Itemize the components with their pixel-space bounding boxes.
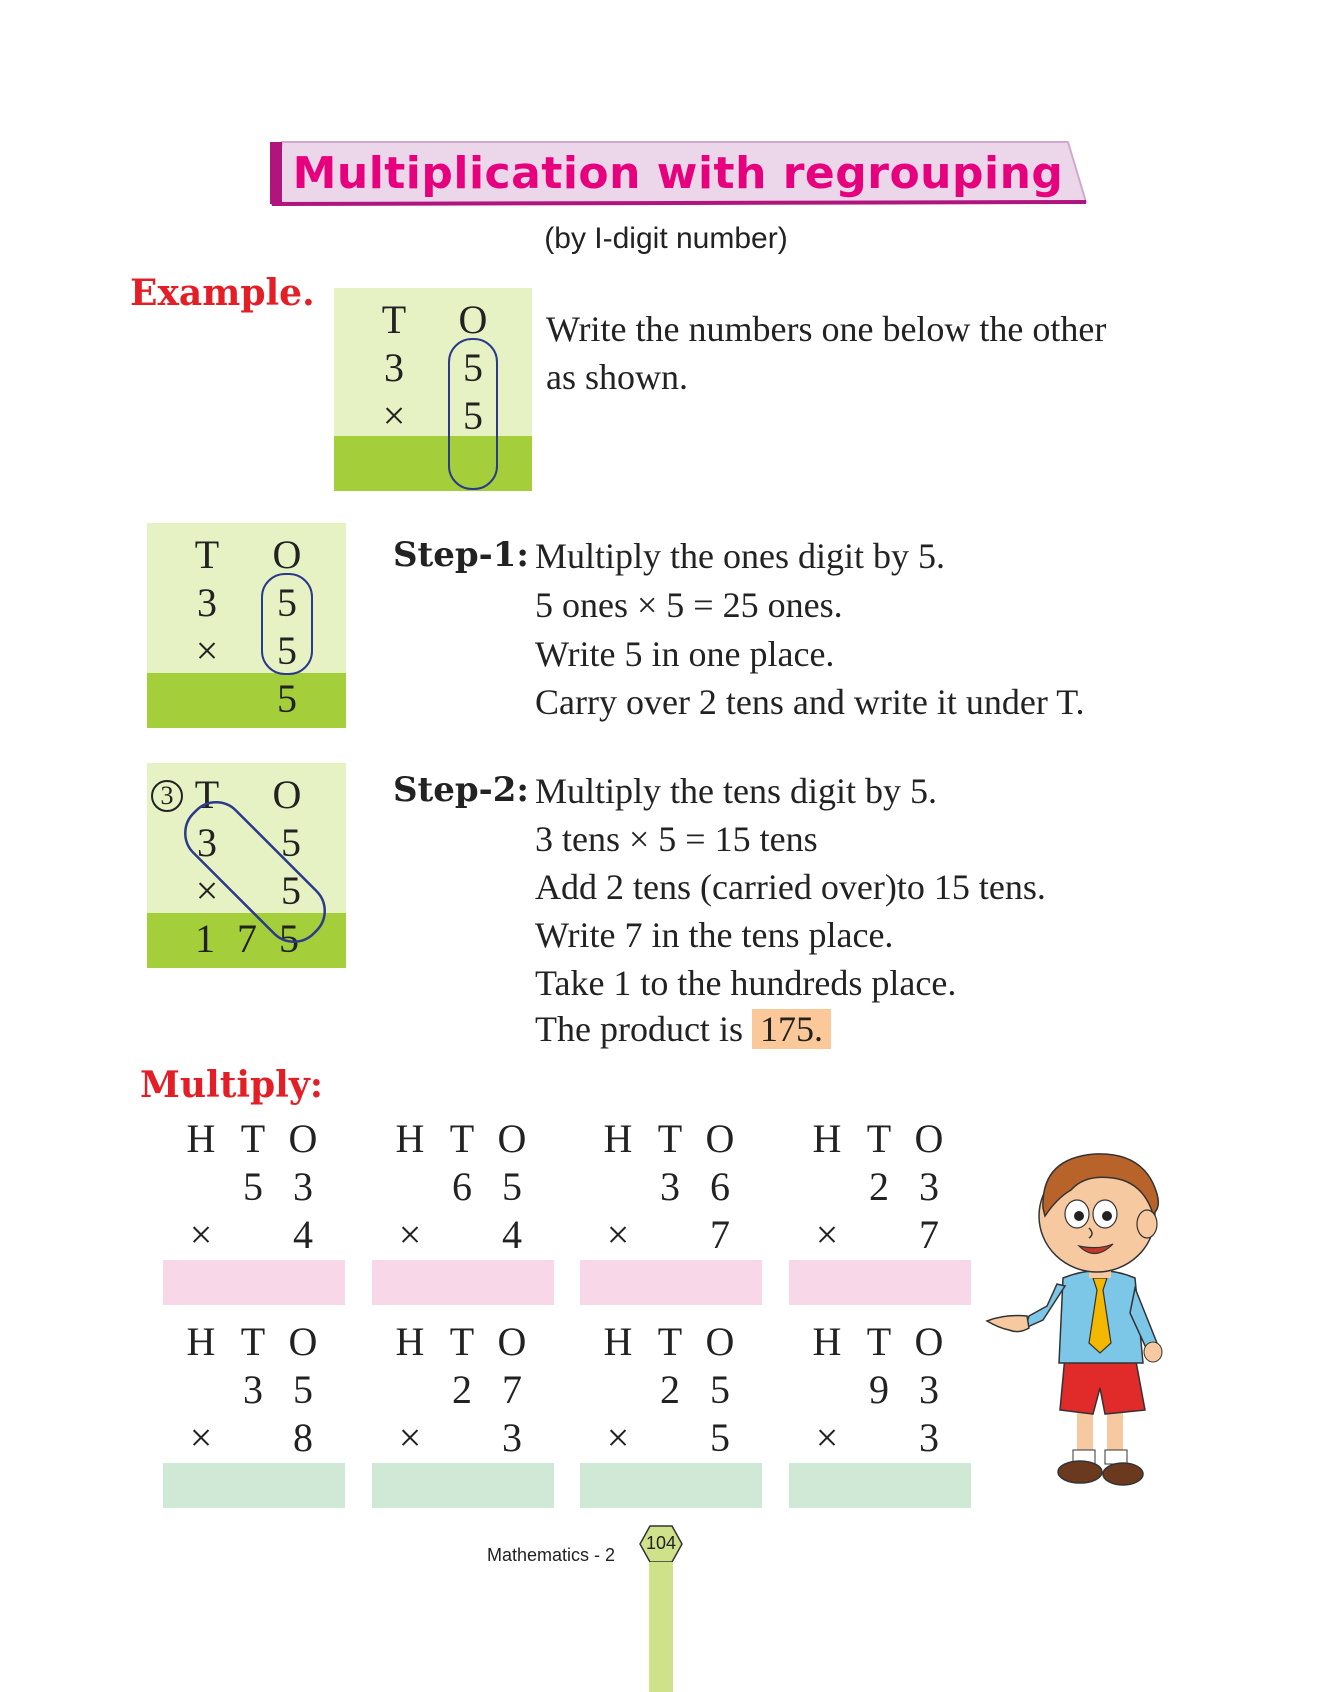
- ones-header: O: [272, 772, 302, 817]
- tens-digit: 2: [660, 1367, 680, 1412]
- answer-row: [334, 436, 532, 491]
- step2-line-4: Write 7 in the tens place.: [535, 915, 894, 955]
- exercise-7: [580, 1318, 762, 1508]
- page-title: Multiplication with regrouping: [292, 148, 1064, 199]
- multiply-sign: ×: [606, 1415, 630, 1460]
- product-prefix: The product is: [535, 1009, 743, 1049]
- multiplier-digit: 4: [502, 1212, 522, 1257]
- exercise-5: [163, 1318, 345, 1508]
- ones-digit: 3: [919, 1164, 939, 1209]
- hundreds-header: H: [603, 1319, 633, 1364]
- answer-field[interactable]: [163, 1463, 345, 1508]
- step2-product-line: [535, 1008, 831, 1050]
- boy-illustration: [985, 1138, 1200, 1503]
- ones-header: O: [272, 532, 302, 577]
- tens-header: T: [866, 1319, 892, 1364]
- page-number-badge: [638, 1524, 684, 1564]
- multiply-sign: ×: [382, 393, 406, 438]
- tens-header: T: [449, 1319, 475, 1364]
- tens-header: T: [657, 1116, 683, 1161]
- ones-header: O: [497, 1116, 527, 1161]
- step2-place-value-box: [147, 763, 346, 968]
- step1-label: Step-1:: [393, 535, 529, 575]
- multiply-sign: ×: [815, 1415, 839, 1460]
- step1-line-1: Multiply the ones digit by 5.: [535, 536, 945, 576]
- answer-digits: 1 7 5: [195, 916, 305, 961]
- ones-header: O: [288, 1319, 318, 1364]
- ones-digit: 7: [502, 1367, 522, 1412]
- hundreds-header: H: [186, 1319, 216, 1364]
- ones-digit: 5: [463, 345, 483, 390]
- multiplier-digit: 5: [463, 393, 483, 438]
- ones-header: O: [288, 1116, 318, 1161]
- ones-digit: 5: [293, 1367, 313, 1412]
- ones-column-loop: [448, 338, 498, 490]
- hundreds-header: H: [395, 1116, 425, 1161]
- tens-header: T: [194, 532, 220, 577]
- tens-header: T: [240, 1319, 266, 1364]
- multiplier-digit: 5: [277, 628, 297, 673]
- tens-header: T: [449, 1116, 475, 1161]
- example-text-line-2: as shown.: [546, 357, 688, 397]
- step2-label: Step-2:: [393, 770, 529, 810]
- page-number: 104: [645, 1533, 677, 1553]
- tens-digit: 9: [869, 1367, 889, 1412]
- tens-digit: 2: [869, 1164, 889, 1209]
- ones-digit: 5: [502, 1164, 522, 1209]
- tens-header: T: [381, 297, 407, 342]
- answer-field[interactable]: [372, 1463, 554, 1508]
- tens-digit: 3: [660, 1164, 680, 1209]
- multiplier-digit: 8: [293, 1415, 313, 1460]
- answer-row: [147, 673, 346, 728]
- tens-header: T: [194, 772, 220, 817]
- answer-field[interactable]: [372, 1260, 554, 1305]
- hundreds-header: H: [812, 1319, 842, 1364]
- step1-line-4: Carry over 2 tens and write it under T.: [535, 682, 1085, 722]
- hundreds-header: H: [186, 1116, 216, 1161]
- multiply-sign: ×: [195, 868, 219, 913]
- ones-digit: 6: [710, 1164, 730, 1209]
- ones-header: O: [705, 1116, 735, 1161]
- multiply-sign: ×: [606, 1212, 630, 1257]
- step2-line-3: Add 2 tens (carried over)to 15 tens.: [535, 867, 1046, 907]
- multiplier-digit: 7: [710, 1212, 730, 1257]
- hundreds-header: H: [603, 1116, 633, 1161]
- multiplier-digit: 5: [281, 868, 301, 913]
- tens-digit: 5: [243, 1164, 263, 1209]
- title-banner: [268, 138, 1088, 218]
- page-subtitle: (by I-digit number): [544, 222, 788, 255]
- exercise-3: [580, 1115, 762, 1305]
- answer-field[interactable]: [789, 1463, 971, 1508]
- answer-digit: 5: [277, 676, 297, 721]
- ones-digit: 5: [281, 820, 301, 865]
- answer-field[interactable]: [789, 1260, 971, 1305]
- step2-line-5: Take 1 to the hundreds place.: [535, 963, 957, 1003]
- multiply-sign: ×: [815, 1212, 839, 1257]
- multiplier-digit: 5: [710, 1415, 730, 1460]
- multiply-sign: ×: [189, 1415, 213, 1460]
- exercise-8: [789, 1318, 971, 1508]
- exercise-4: [789, 1115, 971, 1305]
- step1-line-3: Write 5 in one place.: [535, 634, 835, 674]
- example-text-line-1: Write the numbers one below the other: [546, 309, 1107, 349]
- ones-header: O: [497, 1319, 527, 1364]
- example-place-value-box: [334, 288, 532, 491]
- answer-field[interactable]: [580, 1463, 762, 1508]
- multiplier-digit: 4: [293, 1212, 313, 1257]
- multiplier-digit: 3: [919, 1415, 939, 1460]
- multiply-sign: ×: [189, 1212, 213, 1257]
- multiplier-digit: 7: [919, 1212, 939, 1257]
- tens-digit: 6: [452, 1164, 472, 1209]
- example-heading: Example.: [130, 272, 315, 314]
- exercise-2: [372, 1115, 554, 1305]
- hundreds-header: H: [812, 1116, 842, 1161]
- tens-digit: 3: [197, 820, 217, 865]
- multiplier-digit: 3: [502, 1415, 522, 1460]
- carry-digit: 3: [151, 780, 183, 812]
- multiply-heading: Multiply:: [140, 1064, 324, 1106]
- ones-header: O: [914, 1319, 944, 1364]
- ones-header: O: [705, 1319, 735, 1364]
- diagonal-multiply-loop: [147, 763, 346, 968]
- product-value: 175.: [752, 1009, 831, 1049]
- multiply-sign: ×: [195, 628, 219, 673]
- ones-digit: 3: [919, 1367, 939, 1412]
- step1-line-2: 5 ones × 5 = 25 ones.: [535, 585, 843, 625]
- ones-header: O: [914, 1116, 944, 1161]
- step1-place-value-box: [147, 523, 346, 728]
- tens-digit: 3: [243, 1367, 263, 1412]
- tens-header: T: [240, 1116, 266, 1161]
- ones-digit: 5: [710, 1367, 730, 1412]
- hundreds-header: H: [395, 1319, 425, 1364]
- ones-header: O: [458, 297, 488, 342]
- step2-line-2: 3 tens × 5 = 15 tens: [535, 819, 818, 859]
- ones-digit: 3: [293, 1164, 313, 1209]
- exercise-6: [372, 1318, 554, 1508]
- footer-strip: [649, 1562, 673, 1692]
- multiply-sign: ×: [398, 1415, 422, 1460]
- answer-field[interactable]: [580, 1260, 762, 1305]
- step2-line-1: Multiply the tens digit by 5.: [535, 771, 937, 811]
- multiply-sign: ×: [398, 1212, 422, 1257]
- tens-header: T: [866, 1116, 892, 1161]
- answer-field[interactable]: [163, 1260, 345, 1305]
- tens-digit: 3: [197, 580, 217, 625]
- tens-header: T: [657, 1319, 683, 1364]
- tens-digit: 2: [452, 1367, 472, 1412]
- exercise-1: [163, 1115, 345, 1305]
- footer-book-title: Mathematics - 2: [487, 1545, 616, 1565]
- ones-column-loop: [261, 573, 313, 675]
- ones-digit: 5: [277, 580, 297, 625]
- tens-digit: 3: [384, 345, 404, 390]
